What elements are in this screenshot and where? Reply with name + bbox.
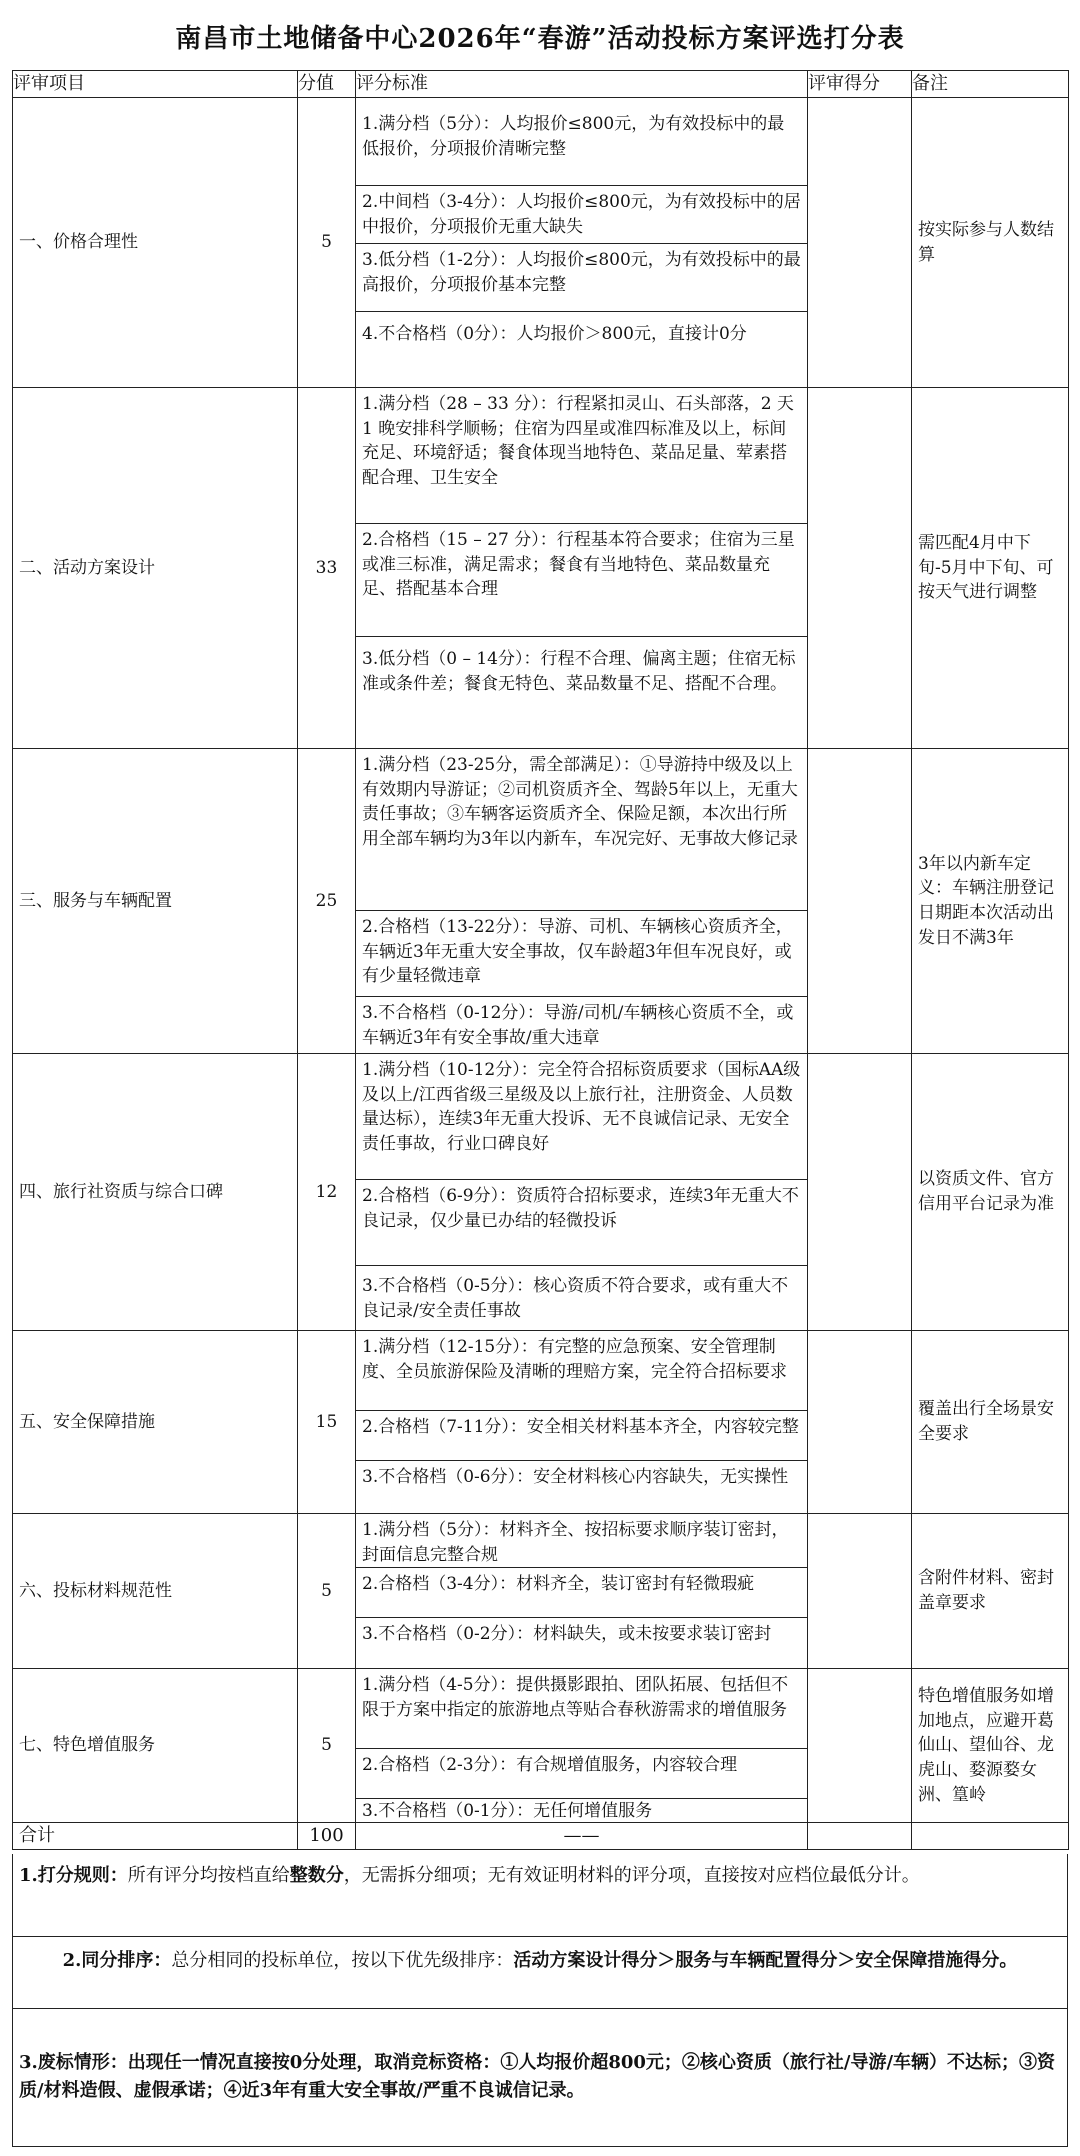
rule-scoring-text-a: 所有评分均按档直给: [127, 1865, 290, 1886]
criteria-item: 1.满分档（23-25分，需全部满足）：①导游持中级及以上有效期内导游证；②司机资质齐全、驾龄5年以上，无重大责任事故；③车辆客运资质齐全、保险足额，本次出行所用全部车辆均为3年以内新车，车况完好、无事故大修记录: [356, 749, 807, 911]
criteria-item: 4.不合格档（0分）：人均报价＞800元，直接计0分: [362, 324, 747, 345]
criteria-item: 3.不合格档（0-12分）：导游/司机/车辆核心资质不全，或车辆近3年有安全事故/重大违章: [362, 1003, 794, 1048]
row-criteria: [356, 1514, 808, 1669]
criteria-item: 1.满分档（12-15分）：有完整的应急预案、安全管理制度、全员旅游保险及清晰的理赔方案，完全符合招标要求: [356, 1331, 807, 1411]
row-result-cell[interactable]: [808, 1514, 912, 1669]
row-score: 33: [298, 388, 356, 749]
rule-tie-break-label: 2.同分排序：: [62, 1950, 172, 1971]
criteria-item: 3.不合格档（0-5分）：核心资质不符合要求，或有重大不良记录/安全责任事故: [362, 1276, 789, 1321]
row-note: 含附件材料、密封盖章要求: [912, 1514, 1069, 1669]
row-project: 二、活动方案设计: [13, 388, 298, 749]
row-project: 七、特色增值服务: [13, 1669, 298, 1823]
criteria-item: 2.合格档（6-9分）：资质符合招标要求，连续3年无重大不良记录，仅少量已办结的轻微投诉: [356, 1180, 807, 1266]
row-project: 五、安全保障措施: [13, 1331, 298, 1514]
row-project: 三、服务与车辆配置: [13, 749, 298, 1054]
table-row: [13, 98, 1069, 388]
row-criteria: [356, 98, 808, 388]
row-criteria: [356, 388, 808, 749]
page-title: 南昌市土地储备中心2026年“春游”活动投标方案评选打分表: [175, 24, 905, 54]
row-score: 5: [298, 98, 356, 388]
table-row: [13, 1514, 1069, 1669]
row-project: 一、价格合理性: [13, 98, 298, 388]
row-result-cell[interactable]: [808, 1669, 912, 1823]
rule-scoring-text-b: ，无需拆分细项；无有效证明材料的评分项，直接按对应档位最低分计。: [343, 1865, 920, 1886]
row-score: 5: [298, 1514, 356, 1669]
row-project: 六、投标材料规范性: [13, 1514, 298, 1669]
rule-tie-break: [12, 1937, 1068, 2009]
criteria-item: 1.满分档（10-12分）：完全符合招标资质要求（国标AA级及以上/江西省级三星级及以上旅行社，注册资金、人员数量达标），连续3年无重大投诉、无不良诚信记录、无安全责任事故，行业口碑良好: [356, 1054, 807, 1180]
criteria-item: 2.合格档（3-4分）：材料齐全，装订密封有轻微瑕疵: [356, 1568, 807, 1618]
row-score: 25: [298, 749, 356, 1054]
header-score: 分值: [298, 71, 356, 98]
rule-tie-break-bold: 活动方案设计得分＞服务与车辆配置得分＞安全保障措施得分。: [513, 1950, 1018, 1971]
row-criteria: [356, 1669, 808, 1823]
table-row: [13, 388, 1069, 749]
row-score: 5: [298, 1669, 356, 1823]
total-criteria: ——: [356, 1823, 808, 1850]
criteria-item: 3.不合格档（0-1分）：无任何增值服务: [362, 1801, 653, 1822]
header-project: 评审项目: [13, 71, 298, 98]
criteria-item: 1.满分档（28 – 33 分）：行程紧扣灵山、石头部落，2 天 1 晚安排科学顺畅；住宿为四星或准四标准及以上，标间充足、环境舒适；餐食体现当地特色、菜品足量、荤素搭配合理、卫生安全: [356, 388, 807, 524]
row-criteria: [356, 1054, 808, 1331]
total-label: 合计: [13, 1823, 298, 1850]
criteria-item: 3.不合格档（0-2分）：材料缺失，或未按要求装订密封: [362, 1624, 772, 1645]
row-note: 3年以内新车定义：车辆注册登记日期距本次活动出发日不满3年: [912, 749, 1069, 1054]
row-criteria: [356, 749, 808, 1054]
row-result-cell[interactable]: [808, 98, 912, 388]
rule-disqualification-label: 3.废标情形：出现任一情况直接按0分处理，取消竞标资格：: [19, 2052, 501, 2073]
criteria-item: 3.不合格档（0-6分）：安全材料核心内容缺失，无实操性: [362, 1467, 789, 1488]
header-result: 评审得分: [808, 71, 912, 98]
rule-scoring-bold: 整数分: [289, 1865, 344, 1886]
row-note: 特色增值服务如增加地点，应避开葛仙山、望仙谷、龙虎山、婺源婺女洲、篁岭: [912, 1669, 1069, 1823]
scoring-table: [12, 70, 1069, 1850]
total-result-cell[interactable]: [808, 1823, 912, 1850]
row-note: 按实际参与人数结算: [912, 98, 1069, 388]
criteria-item: 3.低分档（0 – 14分）：行程不合理、偏离主题；住宿无标准或条件差；餐食无特色、菜品数量不足、搭配不合理。: [362, 649, 796, 694]
row-project: 四、旅行社资质与综合口碑: [13, 1054, 298, 1331]
table-row: [13, 1669, 1069, 1823]
row-note: 需匹配4月中下旬-5月中下旬、可按天气进行调整: [912, 388, 1069, 749]
table-row: [13, 1331, 1069, 1514]
row-result-cell[interactable]: [808, 388, 912, 749]
criteria-item: 3.低分档（1-2分）：人均报价≤800元，为有效投标中的最高报价，分项报价基本完整: [356, 244, 807, 312]
row-score: 15: [298, 1331, 356, 1514]
table-row: [13, 1054, 1069, 1331]
header-note: 备注: [912, 71, 1069, 98]
row-result-cell[interactable]: [808, 1054, 912, 1331]
criteria-item: 1.满分档（4-5分）：提供摄影跟拍、团队拓展、包括但不限于方案中指定的旅游地点等贴合春秋游需求的增值服务: [356, 1669, 807, 1749]
row-result-cell[interactable]: [808, 1331, 912, 1514]
row-note: 覆盖出行全场景安全要求: [912, 1331, 1069, 1514]
row-result-cell[interactable]: [808, 749, 912, 1054]
criteria-item: 2.合格档（7-11分）：安全相关材料基本齐全，内容较完整: [356, 1411, 807, 1461]
rule-disqualification: [12, 2009, 1068, 2147]
table-row: [13, 749, 1069, 1054]
table-header-row: [13, 71, 1069, 98]
row-criteria: [356, 1331, 808, 1514]
row-note: 以资质文件、官方信用平台记录为准: [912, 1054, 1069, 1331]
total-note-cell: [912, 1823, 1069, 1850]
rule-disqualification-text: ①人均报价超800元；②核心资质（旅行社/导游/车辆）不达标；③资质/材料造假、虚假承诺；④近3年有重大安全事故/严重不良诚信记录。: [19, 2052, 1056, 2101]
total-row: [13, 1823, 1069, 1850]
criteria-item: 2.合格档（15 – 27 分）：行程基本符合要求；住宿为三星或准三标准，满足需求；餐食有当地特色、菜品数量充足、搭配基本合理: [356, 524, 807, 637]
total-score: 100: [298, 1823, 356, 1850]
row-score: 12: [298, 1054, 356, 1331]
criteria-item: 2.中间档（3-4分）：人均报价≤800元，为有效投标中的居中报价，分项报价无重大缺失: [356, 186, 807, 244]
criteria-item: 2.合格档（2-3分）：有合规增值服务，内容较合理: [356, 1749, 807, 1799]
rule-tie-break-text: 总分相同的投标单位，按以下优先级排序：: [171, 1950, 514, 1971]
criteria-item: 2.合格档（13-22分）：导游、司机、车辆核心资质齐全，车辆近3年无重大安全事故，仅车龄超3年但车况良好，或有少量轻微违章: [356, 911, 807, 997]
criteria-item: 1.满分档（5分）：人均报价≤800元，为有效投标中的最低报价，分项报价清晰完整: [356, 98, 807, 186]
criteria-item: 1.满分档（5分）：材料齐全、按招标要求顺序装订密封，封面信息完整合规: [356, 1514, 807, 1568]
rule-scoring: [12, 1854, 1068, 1937]
header-criteria: 评分标准: [356, 71, 808, 98]
rule-scoring-label: 1.打分规则：: [19, 1865, 128, 1886]
